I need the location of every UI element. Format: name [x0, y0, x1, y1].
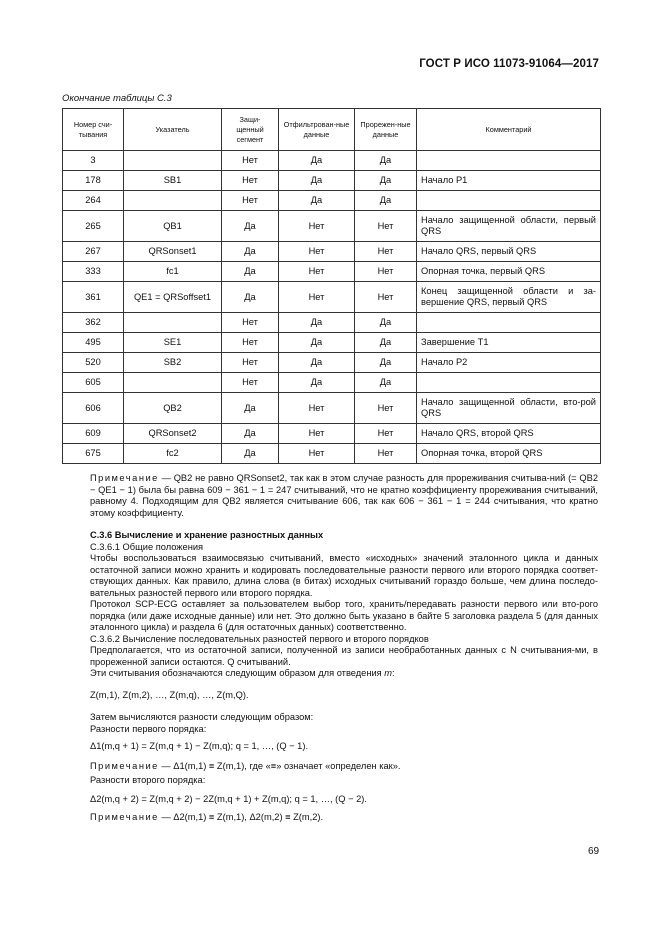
table-cell: Да [355, 353, 417, 373]
table-row [63, 211, 601, 242]
table-row [63, 242, 601, 262]
note-1-label: Примечание [90, 473, 159, 483]
table-row [63, 171, 601, 191]
table-cell: Да [222, 424, 279, 444]
table-cell: 606 [63, 393, 124, 424]
table-cell: 609 [63, 424, 124, 444]
table-cell: Начало QRS, второй QRS [417, 424, 601, 444]
page-number: 69 [588, 846, 600, 857]
section-title: С.3.6 Вычисление и хранение разностных данных [90, 530, 324, 540]
note-1-text: — QB2 не равно QRSonset2, так как в этом случае разность для прореживания считыва-ний (= QB2 − QE1 − 1) была бы равна 609 − 361 − 1 = 247 считываний, что не кратно коэффициенту прореживания считываний, равному 4. Подходящим для QB2 является считывание 606, так как 606 − 361 − 1 = 244 считывания, что кратно этому коэффициенту. [90, 473, 598, 518]
table-cell: Нет [355, 282, 417, 313]
table-cell: Да [355, 333, 417, 353]
paragraph-7: Разности второго порядка: [90, 775, 206, 785]
table-cell: Нет [222, 353, 279, 373]
table-cell: Нет [222, 333, 279, 353]
table-cell: Нет [355, 211, 417, 242]
table-row [63, 393, 601, 424]
table-cell: Начало Р2 [417, 353, 601, 373]
table-cell: Да [279, 151, 355, 171]
column-header: Комментарий [417, 109, 601, 151]
table-cell: Нет [222, 171, 279, 191]
table-cell: Да [222, 242, 279, 262]
table-cell: 605 [63, 373, 124, 393]
note-2: Примечание — Δ1(m,1) ≡ Z(m,1), где «≡» означает «определен как». [90, 761, 401, 771]
table-cell: 333 [63, 262, 124, 282]
document-header: ГОСТ Р ИСО 11073-91064—2017 [419, 58, 599, 70]
table-cell: Да [355, 171, 417, 191]
paragraph-3: Предполагается, что из остаточной записи, полученной из записи необработанных данных с N считывания-ми, в прореженной записи остаются. Q считываний. [90, 645, 598, 667]
table-row [63, 262, 601, 282]
table-cell [417, 313, 601, 333]
table-cell: Да [222, 282, 279, 313]
table-row [63, 444, 601, 464]
table-cell: Да [222, 393, 279, 424]
column-header: Прорежен-ные данные [355, 109, 417, 151]
table-cell: Да [355, 191, 417, 211]
table-row [63, 191, 601, 211]
table-cell: Завершение Т1 [417, 333, 601, 353]
table-cell: Да [279, 191, 355, 211]
table-cell: 362 [63, 313, 124, 333]
column-header: Указатель [124, 109, 222, 151]
formula-3: Δ2(m,q + 2) = Z(m,q + 2) − 2Z(m,q + 1) + Z(m,q); q = 1, …, (Q − 2). [90, 794, 367, 804]
table-cell: Да [222, 211, 279, 242]
table-cell: SB2 [124, 353, 222, 373]
table-cell: Нет [279, 444, 355, 464]
table-cell: Конец защищенной области и за-вершение QRS, первый QRS [417, 282, 601, 313]
column-header: Защи-щенный сегмент [222, 109, 279, 151]
section-c36 [90, 530, 598, 680]
table-cell: Нет [222, 191, 279, 211]
table-cell: Нет [222, 151, 279, 171]
table-cell: Да [279, 313, 355, 333]
table-cell: 265 [63, 211, 124, 242]
note-1 [90, 473, 598, 519]
table-cell: Нет [355, 393, 417, 424]
table-cell: Да [279, 373, 355, 393]
table-cell: 264 [63, 191, 124, 211]
table-cell: Нет [279, 393, 355, 424]
table-cell [124, 313, 222, 333]
table-cell: SB1 [124, 171, 222, 191]
table-cell: fc1 [124, 262, 222, 282]
table-cell: QE1 = QRSoffset1 [124, 282, 222, 313]
subsection-1-title: С.3.6.1 Общие положения [90, 541, 204, 552]
table-cell [417, 151, 601, 171]
table-cell: 267 [63, 242, 124, 262]
table-cell [417, 373, 601, 393]
table-cell: Да [279, 353, 355, 373]
table-cell: SE1 [124, 333, 222, 353]
table-cell: Нет [355, 242, 417, 262]
table-cell [124, 373, 222, 393]
table-cell: Да [355, 151, 417, 171]
table-cell: Да [279, 333, 355, 353]
table-cell: Нет [279, 262, 355, 282]
paragraph-4: Эти считывания обозначаются следующим образом для отведения m: [90, 668, 395, 678]
table-cell: QRSonset2 [124, 424, 222, 444]
table-cell: Нет [279, 211, 355, 242]
table-cell: fc2 [124, 444, 222, 464]
table-cell: QB1 [124, 211, 222, 242]
table-cell: QB2 [124, 393, 222, 424]
table-cell: Нет [355, 262, 417, 282]
table-cell: 178 [63, 171, 124, 191]
table-cell: Нет [279, 242, 355, 262]
table-cell: Начало QRS, первый QRS [417, 242, 601, 262]
table-row [63, 282, 601, 313]
column-header: Номер счи-тывания [63, 109, 124, 151]
table-cell: Нет [355, 424, 417, 444]
table-row [63, 313, 601, 333]
table-cell: Да [279, 171, 355, 191]
table-cell [417, 191, 601, 211]
paragraph-5: Затем вычисляются разности следующим образом: Разности первого порядка: [90, 712, 598, 735]
formula-2: Δ1(m,q + 1) = Z(m,q + 1) − Z(m,q); q = 1, …, (Q − 1). [90, 741, 309, 751]
table-row [63, 151, 601, 171]
data-table [62, 108, 601, 464]
table-caption: Окончание таблицы С.3 [62, 93, 172, 104]
table-cell: Начало защищенной области, вто-рой QRS [417, 393, 601, 424]
table-row [63, 424, 601, 444]
table-cell: Опорная точка, первый QRS [417, 262, 601, 282]
table-cell [124, 151, 222, 171]
table-cell: Опорная точка, второй QRS [417, 444, 601, 464]
table-cell: 3 [63, 151, 124, 171]
formula-1: Z(m,1), Z(m,2), …, Z(m,q), …, Z(m,Q). [90, 690, 249, 700]
table-cell: Нет [222, 313, 279, 333]
column-header: Отфильтрован-ные данные [279, 109, 355, 151]
subsection-2-title: С.3.6.2 Вычисление последовательных разностей первого и второго порядков [90, 633, 429, 644]
table-cell: Начало защищенной области, первый QRS [417, 211, 601, 242]
table-row [63, 373, 601, 393]
table-cell: 520 [63, 353, 124, 373]
table-cell: 675 [63, 444, 124, 464]
table-cell: Да [222, 262, 279, 282]
table-cell: Да [355, 313, 417, 333]
paragraph-6: Разности первого порядка: [90, 723, 207, 734]
table-cell: Да [222, 444, 279, 464]
paragraph-2: Протокол SCP-ECG оставляет за пользователем выбор того, хранить/передавать разности первого или вто-рого порядка (или даже исходные данные) или нет. Это должно быть указано в байте 5 заголовка раздела 5 (для данных эталонного цикла) и раздела 6 (для остаточных данных) соответственно. [90, 599, 598, 632]
table-cell: QRSonset1 [124, 242, 222, 262]
table-cell: Нет [279, 424, 355, 444]
table-cell: 361 [63, 282, 124, 313]
table-cell: 495 [63, 333, 124, 353]
table-row [63, 353, 601, 373]
table-cell [124, 191, 222, 211]
table-cell: Нет [279, 282, 355, 313]
table-cell: Да [355, 373, 417, 393]
note-3: Примечание — Δ2(m,1) ≡ Z(m,1), Δ2(m,2) ≡ Z(m,2). [90, 812, 324, 822]
table-cell: Нет [355, 444, 417, 464]
table-cell: Нет [222, 373, 279, 393]
paragraph-1: Чтобы воспользоваться взаимосвязью считываний, вместо «исходных» значений эталонного цикла и данных остаточной записи можно хранить и кодировать последовательные разности первого или второго порядка соответ-ствующих данных. Как правило, длина слова (в битах) исходных считываний гораздо больше, чем длина последо-вательных разностей первого или второго порядка. [90, 553, 598, 598]
table-body [63, 151, 601, 464]
table-header-row [63, 109, 601, 151]
table-cell: Начало Р1 [417, 171, 601, 191]
table-row [63, 333, 601, 353]
